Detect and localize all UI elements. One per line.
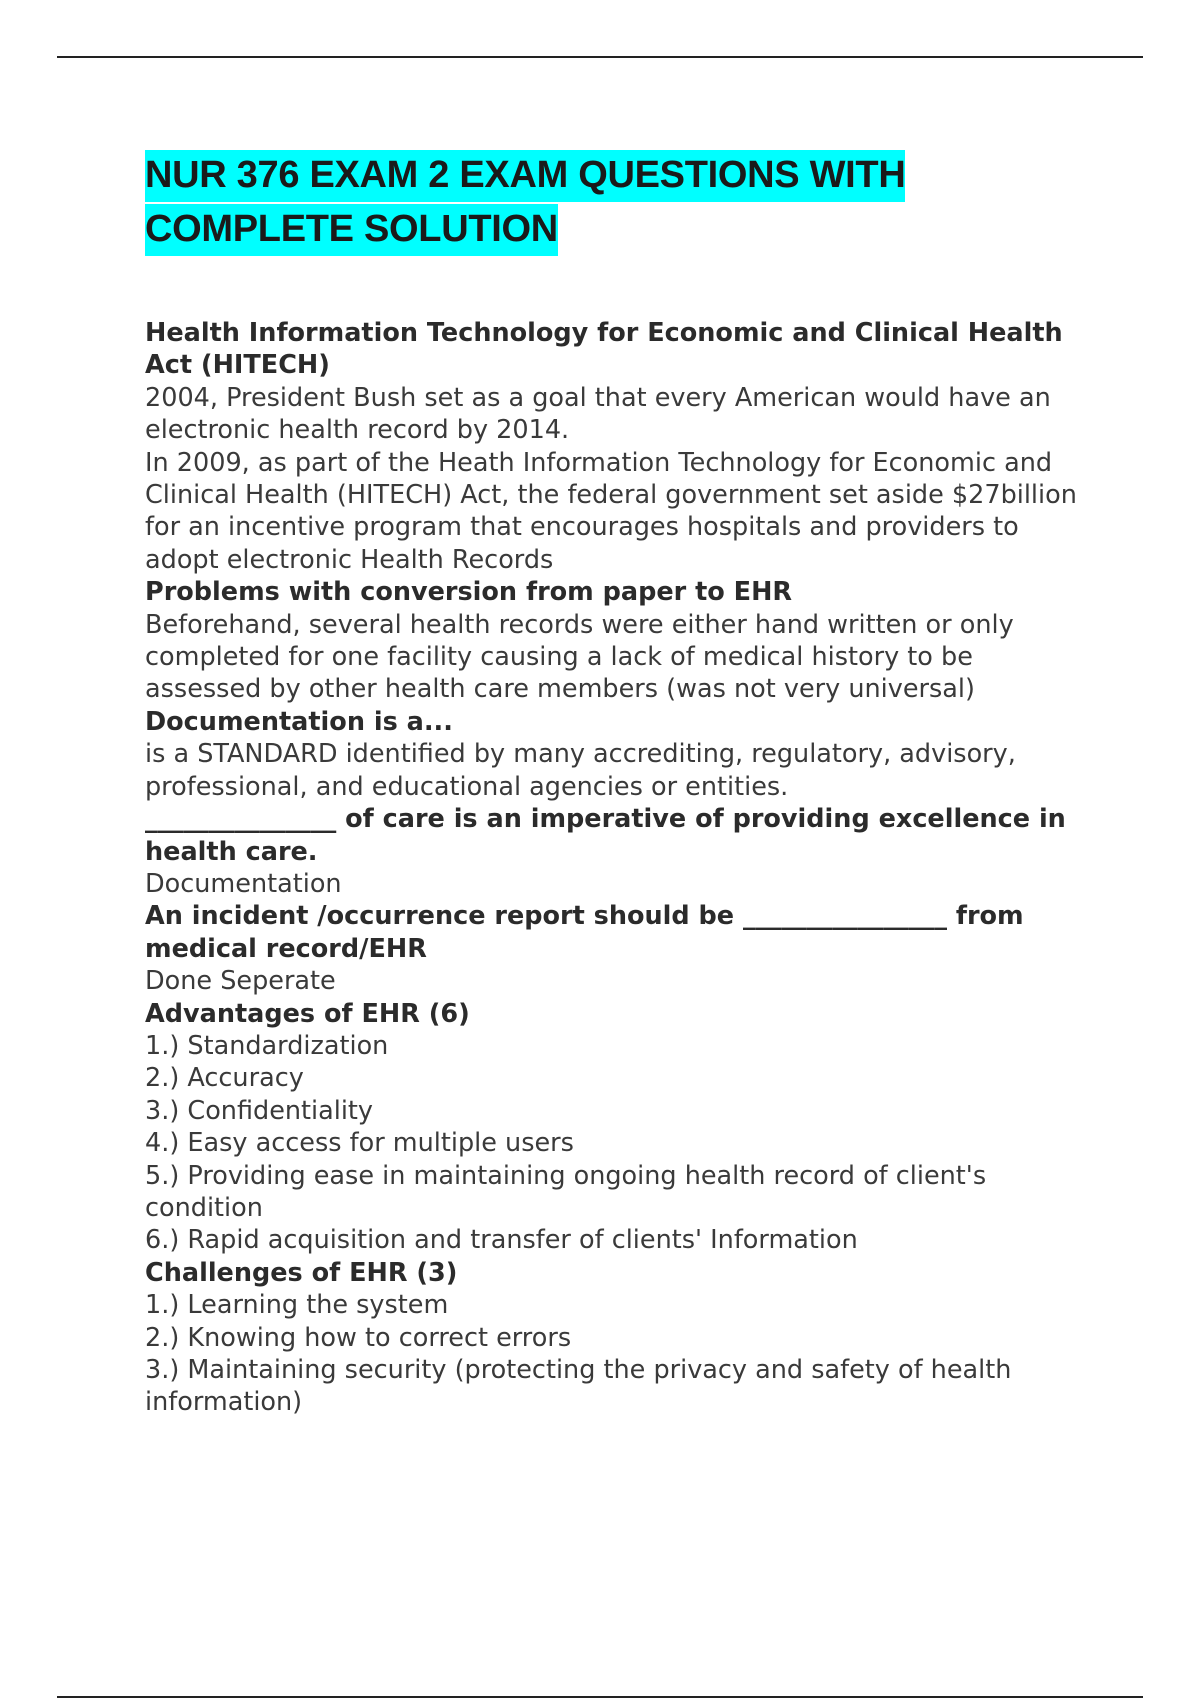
- answer-documentation-standard: is a STANDARD identified by many accrediting, regulatory, advisory, professional, and educational agencies or entities.: [145, 739, 1016, 802]
- question-incident-report: An incident /occurrence report should be ________________ from medical record/EHR: [145, 901, 1024, 964]
- document-body: [145, 317, 1095, 1419]
- question-advantages: Advantages of EHR (6): [145, 998, 470, 1029]
- advantages-list: [145, 1030, 1095, 1257]
- question-hitech: Health Information Technology for Economic and Clinical Health Act (HITECH): [145, 318, 1063, 381]
- document-title: [145, 148, 1145, 256]
- question-challenges: Challenges of EHR (3): [145, 1257, 458, 1288]
- header-rule: [57, 56, 1143, 58]
- question-documentation-blank: _______________ of care is an imperative of providing excellence in health care.: [145, 804, 1066, 867]
- title-line-2: COMPLETE SOLUTION: [145, 208, 558, 250]
- list-item: 5.) Providing ease in maintaining ongoing health record of client's condition: [145, 1160, 987, 1223]
- title-highlight: [145, 150, 905, 256]
- list-item: 1.) Standardization: [145, 1030, 389, 1061]
- answer-hitech-2: In 2009, as part of the Heath Information Technology for Economic and Clinical Health (HITECH) Act, the federal government set aside $27billion for an incentive program that encourages hospitals and providers to adopt electronic Health Records: [145, 447, 1077, 575]
- footer-rule: [57, 1696, 1143, 1698]
- answer-incident-report: Done Seperate: [145, 966, 336, 997]
- challenges-list: [145, 1289, 1095, 1419]
- list-item: 3.) Confidentiality: [145, 1095, 374, 1126]
- question-documentation-standard: Documentation is a...: [145, 706, 453, 737]
- list-item: 2.) Accuracy: [145, 1063, 304, 1094]
- question-conversion: Problems with conversion from paper to EHR: [145, 577, 793, 608]
- answer-hitech-1: 2004, President Bush set as a goal that every American would have an electronic health record by 2014.: [145, 382, 1051, 446]
- answer-documentation-blank: Documentation: [145, 868, 342, 899]
- list-item: 2.) Knowing how to correct errors: [145, 1322, 572, 1353]
- list-item: 3.) Maintaining security (protecting the privacy and safety of health information): [145, 1355, 1012, 1418]
- answer-conversion: Beforehand, several health records were either hand written or only completed for one facility causing a lack of medical history to be assessed by other health care members (was not very universal): [145, 609, 1014, 705]
- list-item: 1.) Learning the system: [145, 1290, 449, 1321]
- list-item: 6.) Rapid acquisition and transfer of clients' Information: [145, 1225, 858, 1256]
- title-line-1: NUR 376 EXAM 2 EXAM QUESTIONS WITH: [145, 154, 906, 196]
- list-item: 4.) Easy access for multiple users: [145, 1128, 574, 1159]
